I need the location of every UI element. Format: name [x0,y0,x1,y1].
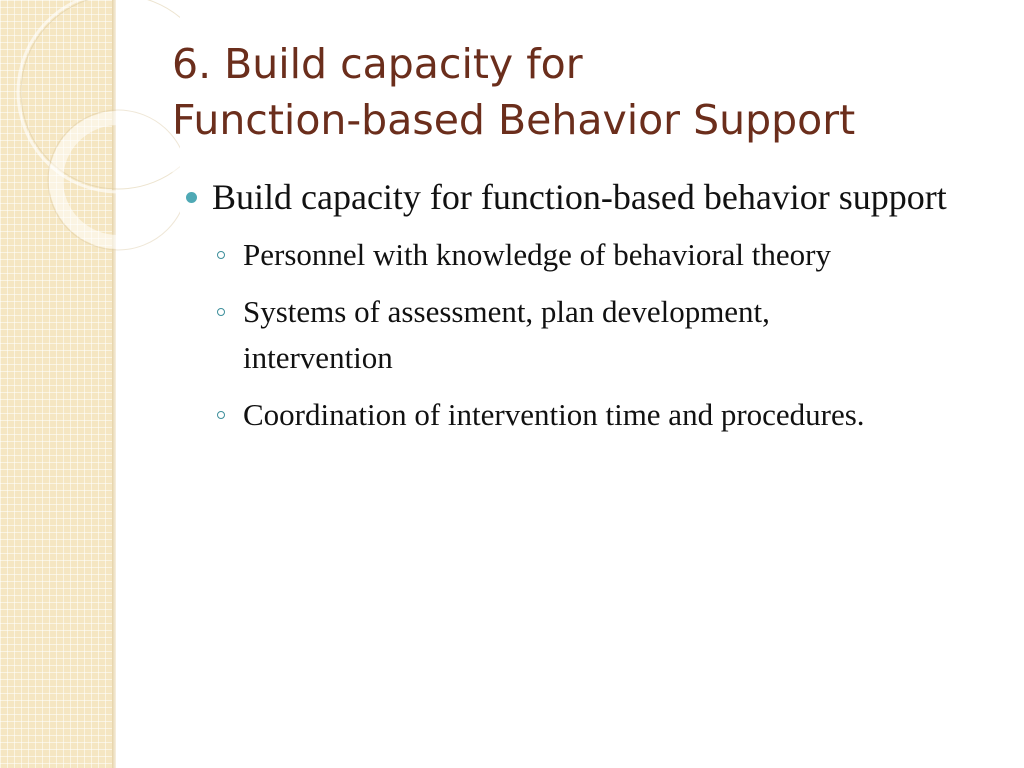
hollow-circle-bullet-icon [217,308,225,316]
sub-bullet-text: Coordination of intervention time and procedures. [243,397,865,432]
hollow-circle-bullet-icon [217,251,225,259]
sub-bullet-item [186,232,923,278]
slide-content [186,172,966,449]
sub-bullet-item [186,392,923,438]
sub-bullet-item [186,289,923,381]
title-line-2: Function-based Behavior Support [172,96,856,144]
title-line-1: 6. Build capacity for [172,40,583,88]
main-bullet-item [186,172,966,222]
page-title [172,36,855,148]
filled-circle-bullet-icon [186,192,197,203]
sub-bullet-text: Systems of assessment, plan development, intervention [243,294,770,375]
sub-bullet-text: Personnel with knowledge of behavioral theory [243,237,831,272]
decorative-rings-icon [0,0,180,260]
hollow-circle-bullet-icon [217,411,225,419]
main-bullet-text: Build capacity for function-based behavior support [212,177,947,217]
